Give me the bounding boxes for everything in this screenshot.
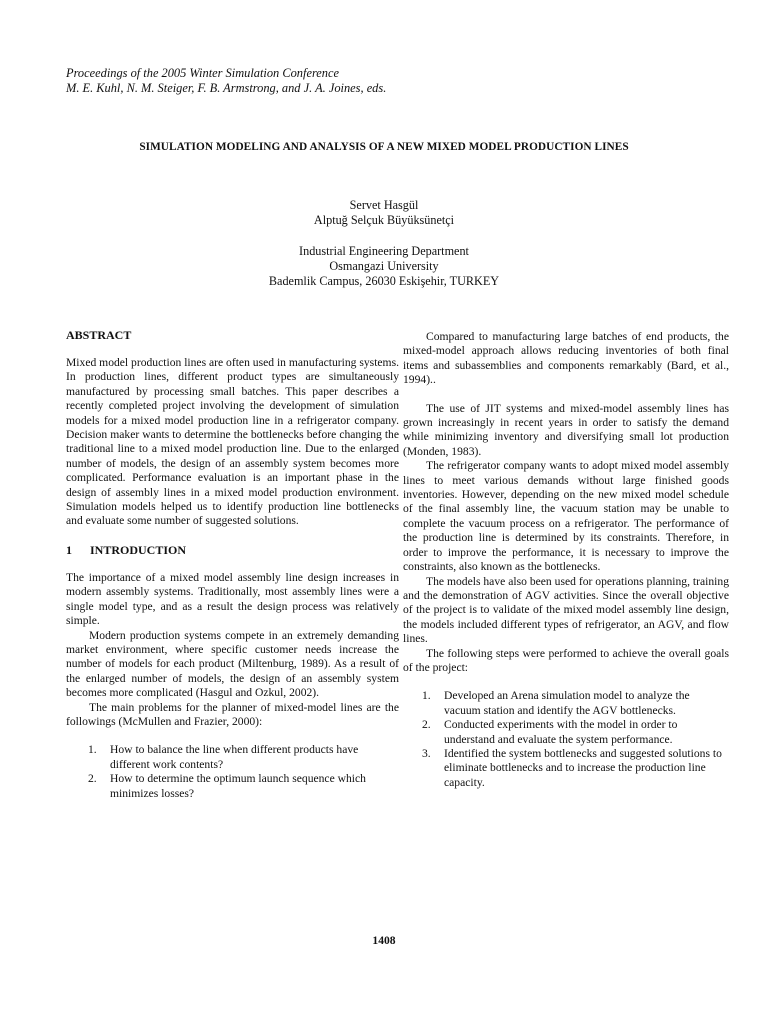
list-item [66,772,399,801]
paragraph: The importance of a mixed model assembly line design increases in modern assembly systems. Traditionally, most assembly lines were a single model type, and as a result the design process was relatively simple. [66,570,399,628]
paragraph: The models have also been used for operations planning, training and the demonstration of AGV activities. Since the overall objective of the project is to validate of the mixed model assembly line design, the models included different types of refrigerator, an AGV, and flow lines. [403,574,729,646]
list-item-text: Developed an Arena simulation model to analyze the vacuum station and identify the AGV bottlenecks. [444,689,690,717]
proceedings-title: Proceedings of the 2005 Winter Simulation Conference [66,66,340,80]
affiliation-line: Industrial Engineering Department [299,244,469,258]
list-item-number: 3. [422,746,431,760]
author-name: Servet Hasgül [349,198,419,212]
list-item [403,747,729,790]
problem-list [66,743,399,801]
affiliation-line: Osmangazi University [329,259,439,273]
list-item-text: How to balance the line when different products have different work contents? [110,743,359,771]
list-item-text: Conducted experiments with the model in order to understand and evaluate the system performance. [444,718,678,746]
paragraph: The main problems for the planner of mixed-model lines are the followings (McMullen and Frazier, 2000): [66,700,399,728]
paragraph: Modern production systems compete in an extremely demanding market environment, where specific customer needs increase the number of models for each product (Miltenburg, 1989). As a result of the enlarged number of models, the design of an assembly system becomes more complicated (Hasgul and Ozkul, 2002). [66,628,399,700]
list-item-number: 1. [88,743,97,757]
section-title: INTRODUCTION [90,542,187,557]
affiliation [0,244,768,289]
list-item-number: 2. [88,772,97,786]
list-item-text: How to determine the optimum launch sequence which minimizes losses? [110,772,366,800]
page-number: 1408 [372,934,396,947]
section-heading-introduction [66,543,399,558]
steps-list [403,689,729,790]
paragraph: Compared to manufacturing large batches of end products, the mixed-model approach allows reducing inventories of both final items and subassemblies and components remarkably (Bard, et al., 1994).. [403,330,729,387]
abstract-heading: ABSTRACT [66,328,132,342]
paragraph: The use of JIT systems and mixed-model assembly lines has grown increasingly in recent years in order to satisfy the demand while minimizing inventory and diversifying small lot production (Monden, 1983). [403,401,729,458]
list-item [66,743,399,772]
left-column [66,328,399,801]
list-item-number: 1. [422,689,431,703]
paper-title: SIMULATION MODELING AND ANALYSIS OF A NEW MIXED MODEL PRODUCTION LINES [139,141,629,153]
affiliation-line: Bademlik Campus, 26030 Eskişehir, TURKEY [268,274,500,288]
proceedings-header [66,66,706,96]
list-item [403,689,729,718]
abstract-text: Mixed model production lines are often used in manufacturing systems. In production lines, different product types are simultaneously manufactured by processing small batches. This paper describes a recently completed project involving the development of simulation models for a mixed model production line in a refrigerator company. Decision maker wants to determine the bottlenecks before changing the traditional line to a mixed model production line. Due to the enlarged number of models, the design of an assembly system becomes more complicated. Performance evaluation is an important phase in the design of assembly lines in a mixed model production environment. Simulation models helped us to identify production line bottlenecks and evaluate some number of suggested solutions. [66,356,399,528]
list-item-number: 2. [422,718,431,732]
list-item [403,718,729,747]
right-column [403,330,729,790]
list-item-text: Identified the system bottlenecks and suggested solutions to eliminate bottlenecks and to increase the production line capacity. [444,746,722,789]
proceedings-editors: M. E. Kuhl, N. M. Steiger, F. B. Armstrong, and J. A. Joines, eds. [66,81,387,95]
paragraph: The following steps were performed to achieve the overall goals of the project: [403,646,729,674]
author-name: Alptuğ Selçuk Büyüksünetçi [313,213,455,227]
author-list [0,198,768,228]
section-number: 1 [66,542,72,557]
paragraph: The refrigerator company wants to adopt mixed model assembly lines to meet various demands without large finished goods inventories. However, depending on the new mixed model schedule of the final assembly line, the vacuum station may be unable to complete the vacuum process on a refrigerator. The performance of the production line is determined by its constraints. Therefore, in order to improve the performance, it is necessary to improve the constraints, also known as the bottlenecks. [403,459,729,574]
